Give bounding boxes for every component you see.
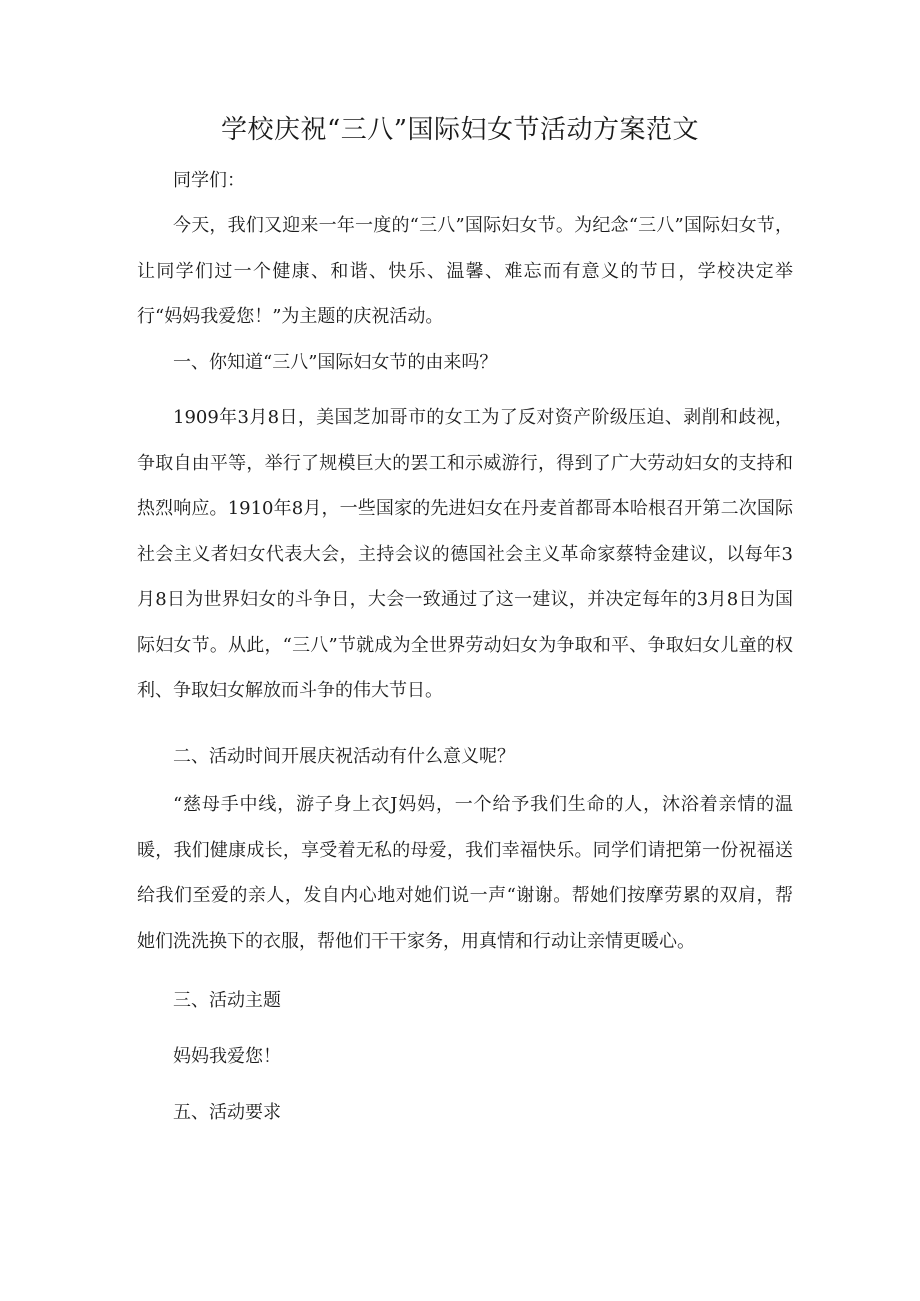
section-3-heading: 三、活动主题 [173, 990, 281, 1011]
section-5-heading: 五、活动要求 [173, 1102, 281, 1123]
section-1-paragraph: 1909年3月8日，美国芝加哥市的女工为了反对资产阶级压迫、剥削和歧视，争取自由平等，举行了规模巨大的罢工和示威游行，得到了广大劳动妇女的支持和热烈响应。1910年8月，一些国家的先进妇女在丹麦首都哥本哈根召开第二次国际社会主义者妇女代表大会，主持会议的德国社会主义革命家蔡特金建议，以每年3月8日为世界妇女的斗争日，大会一致通过了这一建议，并决定每年的3月8日为国际妇女节。从此，“三八”节就成为全世界劳动妇女为争取和平、争取妇女儿童的权利、争取妇女解放而斗争的伟大节日。 [137, 407, 793, 701]
section-3-theme: 妈妈我爱您！ [173, 1046, 281, 1067]
greeting: 同学们： [173, 170, 245, 191]
intro-paragraph: 今天，我们又迎来一年一度的“三八”国际妇女节。为纪念“三八”国际妇女节，让同学们过一个健康、和谐、快乐、温馨、难忘而有意义的节日，学校决定举行“妈妈我爱您！”为主题的庆祝活动。 [137, 215, 793, 327]
section-2-paragraph: “慈母手中线，游子身上衣J妈妈，一个给予我们生命的人，沐浴着亲情的温暖，我们健康成长，享受着无私的母爱，我们幸福快乐。同学们请把第一份祝福送给我们至爱的亲人，发自内心地对她们说一声“谢谢。帮她们按摩劳累的双肩，帮她们洗洗换下的衣服，帮他们干干家务，用真情和行动让亲情更暖心。 [137, 794, 793, 952]
section-1-heading: 一、你知道“三八”国际妇女节的由来吗？ [173, 352, 498, 373]
section-2-heading: 二、活动时间开展庆祝活动有什么意义呢？ [173, 746, 515, 767]
document-title: 学校庆祝“三八”国际妇女节活动方案范文 [220, 115, 700, 145]
